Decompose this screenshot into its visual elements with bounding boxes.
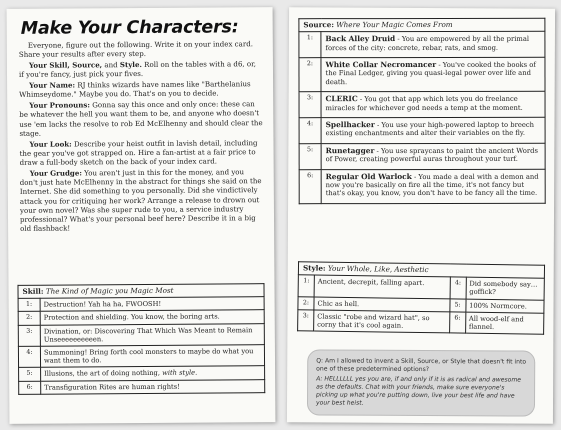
row-text: Ancient, decrepit, falling apart. xyxy=(314,275,450,298)
row-text: Chic as hell. xyxy=(314,297,450,312)
source-name: Regular Old Warlock xyxy=(325,171,412,181)
table-row xyxy=(299,57,545,92)
qa-answer: A: HELLLLLL yes you are, if and only if it is as radical and awesome as the defaults. Chat with your friends, make sure everyone's picking up what you're putting down, live your best life and have your best heist. xyxy=(315,375,522,407)
source-name: Runetagger xyxy=(325,145,375,156)
grudge-paragraph xyxy=(20,167,264,233)
name-label: Your Name: xyxy=(29,80,76,90)
skill-header-label: Skill: xyxy=(22,286,44,296)
row-number: 1: xyxy=(298,275,314,297)
row-text: Classic "robe and wizard hat", so corny that it's cool again. xyxy=(314,310,450,333)
row-number: 4: xyxy=(18,346,40,368)
table-row xyxy=(299,92,545,118)
source-desc: - You've cooked the books of the Final Ledger, giving you quasi-legal power over life and death. xyxy=(325,60,536,87)
source-name: CLERIC xyxy=(325,94,358,104)
row-text-emphasis: with style. xyxy=(162,369,198,378)
pronouns-text: Gonna say this once and only once: these can be whatever the hell you want them to be, and anyone who doesn't use 'em lacks the resolve to rob Ed McElhenny and should clear the stage. xyxy=(19,99,263,138)
name-text: RJ thinks wizards have names like "Barthelanius Whimseydome." Maybe you do. That's on you to decide. xyxy=(19,79,251,100)
row-number: 1: xyxy=(299,32,321,58)
style-label: Style. xyxy=(119,59,142,70)
source-name: White Collar Necromancer xyxy=(325,59,437,70)
source-header-label: Source: xyxy=(303,20,335,30)
row-text-main: Illusions, the art of doing nothing, xyxy=(44,369,163,379)
source-name: Back Alley Druid xyxy=(325,34,396,44)
row-text: Destruction! Yah ha ha, FWOOSH! xyxy=(40,297,264,312)
source-name: Spellhacker xyxy=(325,120,375,130)
skill-header-subtitle: The Kind of Magic you Magic Most xyxy=(43,285,174,296)
row-number: 6: xyxy=(449,312,465,334)
row-text xyxy=(321,143,545,169)
source-desc: - You are empowered by all the primal forces of the city: concrete, rebar, rats, and smog. xyxy=(325,35,530,52)
look-text: Describe your heist outfit in lavish detail, including the gear you've got strapped on. Hire a fan-artist at a fair price to draw a full-body sketch on the back of your index card. xyxy=(19,137,258,167)
style-header-label: Style: xyxy=(302,263,326,273)
row-text: Did somebody say… goffick? xyxy=(466,277,545,299)
page-title: Make Your Characters: xyxy=(20,17,239,39)
table-row xyxy=(299,143,545,169)
style-header-subtitle: Your Whole, Like, Aesthetic xyxy=(325,263,429,275)
row-text: Protection and shielding. You know, the boring arts. xyxy=(40,310,264,325)
roll-text: Roll on the tables with a d6, or, if you're fancy, just pick your fives. xyxy=(18,59,257,80)
table-row xyxy=(299,31,545,57)
style-table-wrap xyxy=(297,261,545,335)
row-number: 2: xyxy=(298,296,314,309)
row-number: 1: xyxy=(18,298,40,311)
source-desc: - You use your high-powered laptop to breech existing enchantments and alter their variables on the fly. xyxy=(325,120,535,138)
source-desc: - You got that app which lets you do freelance miracles for whichever god needs a temp at the moment. xyxy=(325,95,523,112)
skill-source-label: Your Skill, Source, xyxy=(28,60,103,70)
qa-question: Q: Am I allowed to invent a Skill, Source, or Style that doesn't fit into one of these predetermined options? xyxy=(316,357,527,374)
pronouns-label: Your Pronouns: xyxy=(29,100,91,110)
row-number: 5: xyxy=(299,144,321,170)
source-desc: - You made a deal with a demon and now you're basically on fire all the time, it's not fancy but that's okay, you know, you don't have to be fancy all the time. xyxy=(325,172,539,198)
source-table-header xyxy=(299,18,545,32)
row-text xyxy=(321,169,545,204)
row-number: 4: xyxy=(299,118,321,144)
table-row xyxy=(299,117,545,143)
table-row xyxy=(19,379,265,394)
row-number: 6: xyxy=(19,381,41,394)
source-table xyxy=(298,18,545,204)
skill-source-style-paragraph xyxy=(19,59,263,79)
look-paragraph xyxy=(19,138,263,167)
row-number: 6: xyxy=(299,169,321,203)
row-number: 2: xyxy=(299,58,321,92)
name-paragraph xyxy=(19,79,263,99)
grudge-label: Your Grudge: xyxy=(29,168,82,178)
skill-table-wrap xyxy=(17,283,265,395)
grudge-text: You aren't just in this for the money, and you don't just hate McElhenny in the abstract for things she said on the Internet. She did something to you personally. Did she vindictively attack you for critiquing her work? Arrange a release to drown out your own novel? Was she super rude to you, a service industry professional? What's your personal beef here? Describe it in a big old flashback! xyxy=(19,167,262,234)
row-number: 3: xyxy=(299,92,321,118)
row-text: All wood-elf and flannel. xyxy=(465,312,544,334)
row-text xyxy=(321,31,545,57)
row-text: Transfiguration Rites are human rights! xyxy=(41,379,265,394)
row-number: 3: xyxy=(18,325,40,347)
intro-text xyxy=(7,39,274,233)
table-row xyxy=(18,323,264,346)
row-number: 3: xyxy=(298,310,314,332)
skill-table xyxy=(17,283,265,395)
row-text: Summoning! Bring forth cool monsters to maybe do what you want them to do. xyxy=(40,345,264,368)
style-table xyxy=(297,261,545,335)
pronouns-paragraph xyxy=(19,99,263,138)
row-number: 4: xyxy=(450,277,466,299)
table-row xyxy=(298,310,544,335)
row-text xyxy=(321,57,545,92)
row-text xyxy=(321,117,545,143)
qa-callout xyxy=(307,349,535,416)
row-number: 5: xyxy=(19,368,41,381)
table-row xyxy=(299,169,545,204)
row-text: 100% Normcore. xyxy=(466,299,545,313)
table-row xyxy=(18,345,264,368)
row-text xyxy=(321,92,545,118)
row-number: 5: xyxy=(450,299,466,312)
left-page xyxy=(7,7,276,424)
row-number: 2: xyxy=(18,312,40,325)
right-page xyxy=(287,7,555,423)
and-text: and xyxy=(102,60,120,70)
source-header-subtitle: Where Your Magic Comes From xyxy=(333,19,453,30)
row-text: Divination, or: Discovering That Which Was Meant to Remain Unseeeeeeeeeen. xyxy=(40,323,264,346)
source-table-wrap xyxy=(298,18,545,204)
look-label: Your Look: xyxy=(29,138,72,149)
intro-paragraph: Everyone, figure out the following. Write it on your index card. Share your results after every step. xyxy=(18,39,253,60)
source-desc: - You use spraycans to paint the ancient Words of Power, creating powerful auras throughout your turf. xyxy=(325,146,538,164)
